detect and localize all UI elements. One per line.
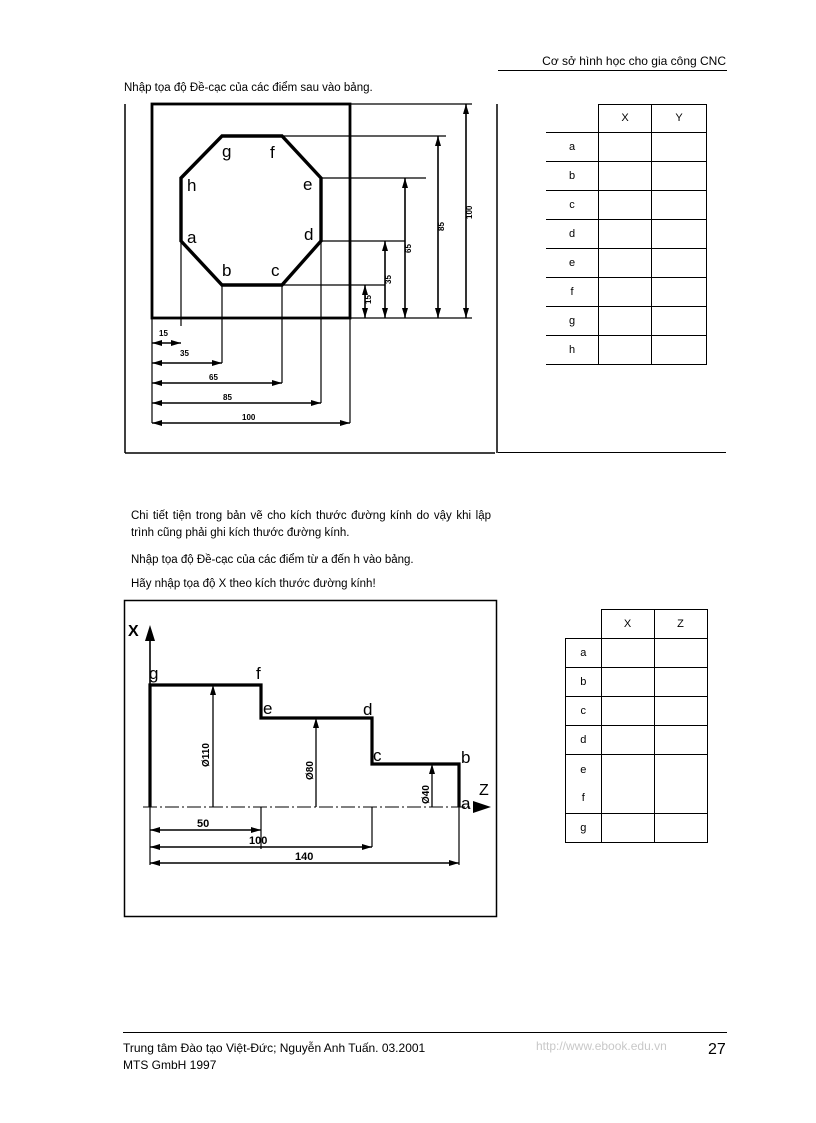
point-label-b: b	[461, 748, 471, 767]
section2-paragraph: Chi tiết tiện trong bản vẽ cho kích thước đường kính do vậy khi lập trình cũng phải ghi kích thước đường kính.	[131, 510, 491, 539]
table-row	[546, 335, 707, 364]
cell-x-ef[interactable]	[601, 754, 654, 813]
cell-x-c[interactable]	[601, 696, 654, 725]
point-label-c: c	[373, 746, 382, 765]
col-header-x: X	[601, 610, 654, 639]
page-number: 27	[708, 1041, 726, 1058]
cell-z-a[interactable]	[654, 638, 707, 667]
table-row	[566, 638, 708, 667]
section1-separator	[498, 452, 726, 453]
col-header-x: X	[599, 105, 652, 133]
cell-y-g[interactable]	[652, 306, 707, 335]
point-label-e: e	[263, 699, 273, 718]
vdim-15: 15	[364, 295, 373, 304]
point-label-f: f	[256, 664, 261, 683]
hdim-65: 65	[209, 373, 218, 382]
length-100: 100	[249, 835, 268, 847]
cell-x-a[interactable]	[599, 132, 652, 161]
row-label: g	[546, 306, 599, 335]
row-label: a	[566, 638, 602, 667]
diameter-110: Ø110	[201, 743, 212, 767]
cell-y-b[interactable]	[652, 161, 707, 190]
cell-x-g[interactable]	[601, 813, 654, 842]
cell-y-h[interactable]	[652, 335, 707, 364]
table-row	[566, 696, 708, 725]
cell-x-g[interactable]	[599, 306, 652, 335]
cell-x-d[interactable]	[601, 725, 654, 754]
cell-x-f[interactable]	[599, 277, 652, 306]
octagon-shape	[181, 136, 321, 285]
cell-z-b[interactable]	[654, 667, 707, 696]
point-label-e: e	[303, 175, 313, 194]
vdim-35: 35	[384, 275, 393, 284]
cell-z-c[interactable]	[654, 696, 707, 725]
cell-x-b[interactable]	[599, 161, 652, 190]
hdim-85: 85	[223, 393, 232, 402]
diameter-80: Ø80	[305, 761, 316, 780]
row-label: e	[580, 763, 587, 776]
row-label: f	[546, 277, 599, 306]
vdim-65: 65	[404, 244, 413, 253]
hdim-100: 100	[242, 413, 256, 422]
axis-label-z: Z	[479, 782, 489, 799]
vdim-100: 100	[465, 205, 474, 219]
row-label: d	[546, 219, 599, 248]
cell-y-a[interactable]	[652, 132, 707, 161]
row-label: a	[546, 132, 599, 161]
watermark-url: http://www.ebook.edu.vn	[536, 1039, 667, 1053]
cell-z-d[interactable]	[654, 725, 707, 754]
row-label: e	[546, 248, 599, 277]
table-row	[546, 161, 707, 190]
coord-table-xz	[565, 609, 708, 843]
cell-x-h[interactable]	[599, 335, 652, 364]
section2-instruction-2: Hãy nhập tọa độ X theo kích thước đường kính!	[131, 578, 376, 590]
point-label-g: g	[222, 142, 232, 161]
header-title: Cơ sở hình học cho gia công CNC	[542, 54, 726, 68]
cell-y-d[interactable]	[652, 219, 707, 248]
row-label: b	[546, 161, 599, 190]
col-header-y: Y	[652, 105, 707, 133]
hdim-15: 15	[159, 329, 168, 338]
col-header-z: Z	[654, 610, 707, 639]
footer-line-2: MTS GmbH 1997	[123, 1058, 217, 1072]
turned-part-drawing	[123, 599, 499, 919]
section1-instruction: Nhập tọa độ Đề-cạc của các điểm sau vào bảng.	[124, 82, 373, 94]
cell-y-f[interactable]	[652, 277, 707, 306]
hdim-35: 35	[180, 349, 189, 358]
diameter-40: Ø40	[421, 785, 432, 804]
cell-x-c[interactable]	[599, 190, 652, 219]
table-row	[546, 132, 707, 161]
cell-z-ef[interactable]	[654, 754, 707, 813]
row-label: c	[566, 696, 602, 725]
row-label: c	[546, 190, 599, 219]
cell-x-d[interactable]	[599, 219, 652, 248]
table-row	[546, 277, 707, 306]
row-label-e-f	[566, 754, 602, 813]
point-label-a: a	[461, 794, 471, 813]
table-row	[546, 219, 707, 248]
point-label-c: c	[271, 261, 280, 280]
point-label-d: d	[304, 225, 314, 244]
table-row	[566, 754, 708, 813]
table-row	[566, 725, 708, 754]
axis-label-x: X	[128, 623, 139, 640]
table-row	[566, 813, 708, 842]
table-row	[546, 190, 707, 219]
row-label: d	[566, 725, 602, 754]
row-label: f	[581, 791, 585, 804]
length-50: 50	[197, 818, 210, 830]
row-label: h	[546, 335, 599, 364]
header-rule	[498, 70, 727, 71]
row-label: g	[566, 813, 602, 842]
point-label-f: f	[270, 143, 275, 162]
cell-y-e[interactable]	[652, 248, 707, 277]
table-row	[566, 667, 708, 696]
point-label-g: g	[149, 664, 159, 683]
cell-y-c[interactable]	[652, 190, 707, 219]
row-label: b	[566, 667, 602, 696]
cell-x-e[interactable]	[599, 248, 652, 277]
length-140: 140	[295, 851, 314, 863]
cell-x-b[interactable]	[601, 667, 654, 696]
octagon-drawing	[120, 98, 500, 458]
point-label-h: h	[187, 176, 197, 195]
part-profile	[150, 685, 459, 807]
cell-z-g[interactable]	[654, 813, 707, 842]
table-row	[546, 248, 707, 277]
point-label-b: b	[222, 261, 232, 280]
footer-rule	[123, 1032, 727, 1033]
footer-line-1: Trung tâm Đào tạo Việt-Đức; Nguyễn Anh Tuấn. 03.2001	[123, 1041, 426, 1055]
vdim-85: 85	[437, 222, 446, 231]
cell-x-a[interactable]	[601, 638, 654, 667]
section2-instruction-1: Nhập tọa độ Đề-cạc của các điểm từ a đến h vào bảng.	[131, 554, 414, 566]
table-row	[546, 306, 707, 335]
coord-table-xy	[546, 104, 707, 365]
point-label-d: d	[363, 700, 373, 719]
point-label-a: a	[187, 228, 197, 247]
